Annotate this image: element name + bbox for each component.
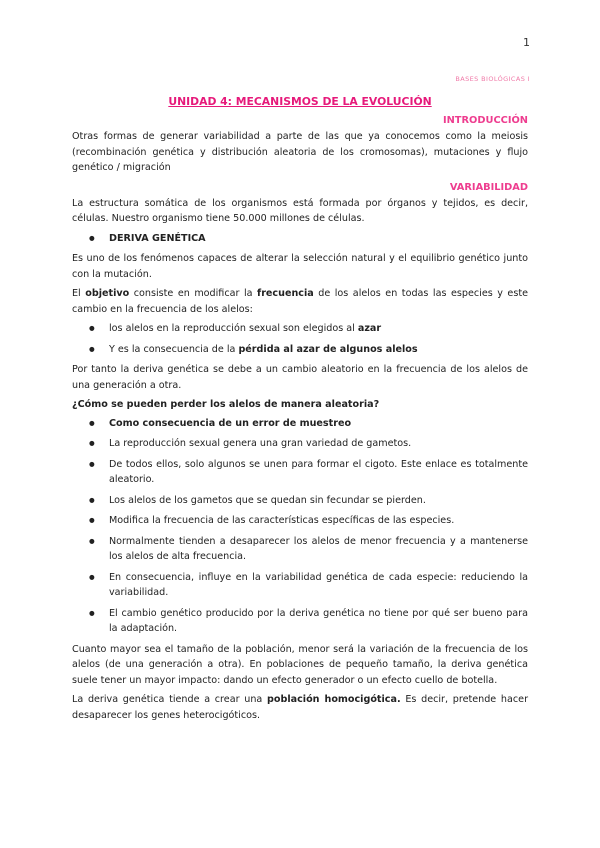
list-item: ● Los alelos de los gametos que se quedan sin fecundar se pierden. bbox=[72, 493, 528, 509]
deriva-list bbox=[72, 231, 528, 247]
document-body bbox=[72, 94, 528, 727]
causas-list bbox=[72, 416, 528, 637]
variabilidad-paragraph: La estructura somática de los organismos está formada por órganos y tejidos, es decir, células. Nuestro organismo tiene 50.000 millones de células. bbox=[72, 197, 528, 224]
list-item: ● Normalmente tienden a desaparecer los alelos de menor frecuencia y a mantenerse los alelos de alta frecuencia. bbox=[72, 534, 528, 565]
intro-paragraph: Otras formas de generar variabilidad a parte de las que ya conocemos como la meiosis (recombinación genética y distribución aleatoria de los cromosomas), mutaciones y flujo genético / migración bbox=[72, 131, 528, 173]
deriva-heading: DERIVA GENÉTICA bbox=[109, 232, 206, 244]
list-item bbox=[72, 231, 528, 247]
deriva-paragraph-1: Es uno de los fenómenos capaces de alterar la selección natural y el equilibrio genético junto con la mutación. bbox=[72, 253, 528, 280]
homocigotica-term: población homocigótica. bbox=[267, 694, 401, 705]
deriva-paragraph-2: Por tanto la deriva genética se debe a un cambio aleatorio en la frecuencia de los alelos de una generación a otra. bbox=[72, 364, 528, 391]
list-item: ● El cambio genético producido por la deriva genética no tiene por qué ser bueno para la adaptación. bbox=[72, 606, 528, 637]
alelos-list bbox=[72, 321, 528, 357]
page-number: 1 bbox=[523, 36, 530, 49]
objetivo-paragraph: El objetivo consiste en modificar la frecuencia de los alelos en todas las especies y este cambio en la frecuencia de los alelos: bbox=[72, 288, 528, 315]
document-title: UNIDAD 4: MECANISMOS DE LA EVOLUCIÓN bbox=[168, 95, 432, 108]
heading-introduccion: INTRODUCCIÓN bbox=[442, 115, 528, 126]
list-item: ● Como consecuencia de un error de muestreo bbox=[72, 416, 528, 432]
poblacion-paragraph: Cuanto mayor sea el tamaño de la población, menor será la variación de la frecuencia de los alelos (de una generación a otra). En poblaciones de pequeño tamaño, la deriva genética suele tener un mayor impacto: dando un efecto generador o un efecto cuello de botella. bbox=[72, 643, 528, 686]
list-item: ● En consecuencia, influye en la variabilidad genética de cada especie: reduciendo la variabilidad. bbox=[72, 570, 528, 601]
homocigotica-paragraph: La deriva genética tiende a crear una población homocigótica. Es decir, pretende hacer desaparecer los genes heterocigóticos. bbox=[72, 694, 529, 721]
frecuencia-term: frecuencia bbox=[257, 288, 314, 299]
heading-variabilidad: VARIABILIDAD bbox=[449, 181, 528, 193]
list-item: ● Modifica la frecuencia de las características específicas de las especies. bbox=[72, 513, 528, 529]
list-item: ● Y es la consecuencia de la pérdida al azar de algunos alelos bbox=[72, 342, 528, 358]
objetivo-term: objetivo bbox=[85, 288, 130, 299]
list-item: ● los alelos en la reproducción sexual son elegidos al azar bbox=[72, 321, 528, 337]
question-heading: ¿Cómo se pueden perder los alelos de manera aleatoria? bbox=[72, 399, 380, 410]
list-item: ● De todos ellos, solo algunos se unen para formar el cigoto. Este enlace es totalmente aleatorio. bbox=[72, 457, 528, 488]
running-header: BASES BIOLÓGICAS I bbox=[455, 75, 530, 83]
list-item: ● La reproducción sexual genera una gran variedad de gametos. bbox=[72, 436, 528, 452]
